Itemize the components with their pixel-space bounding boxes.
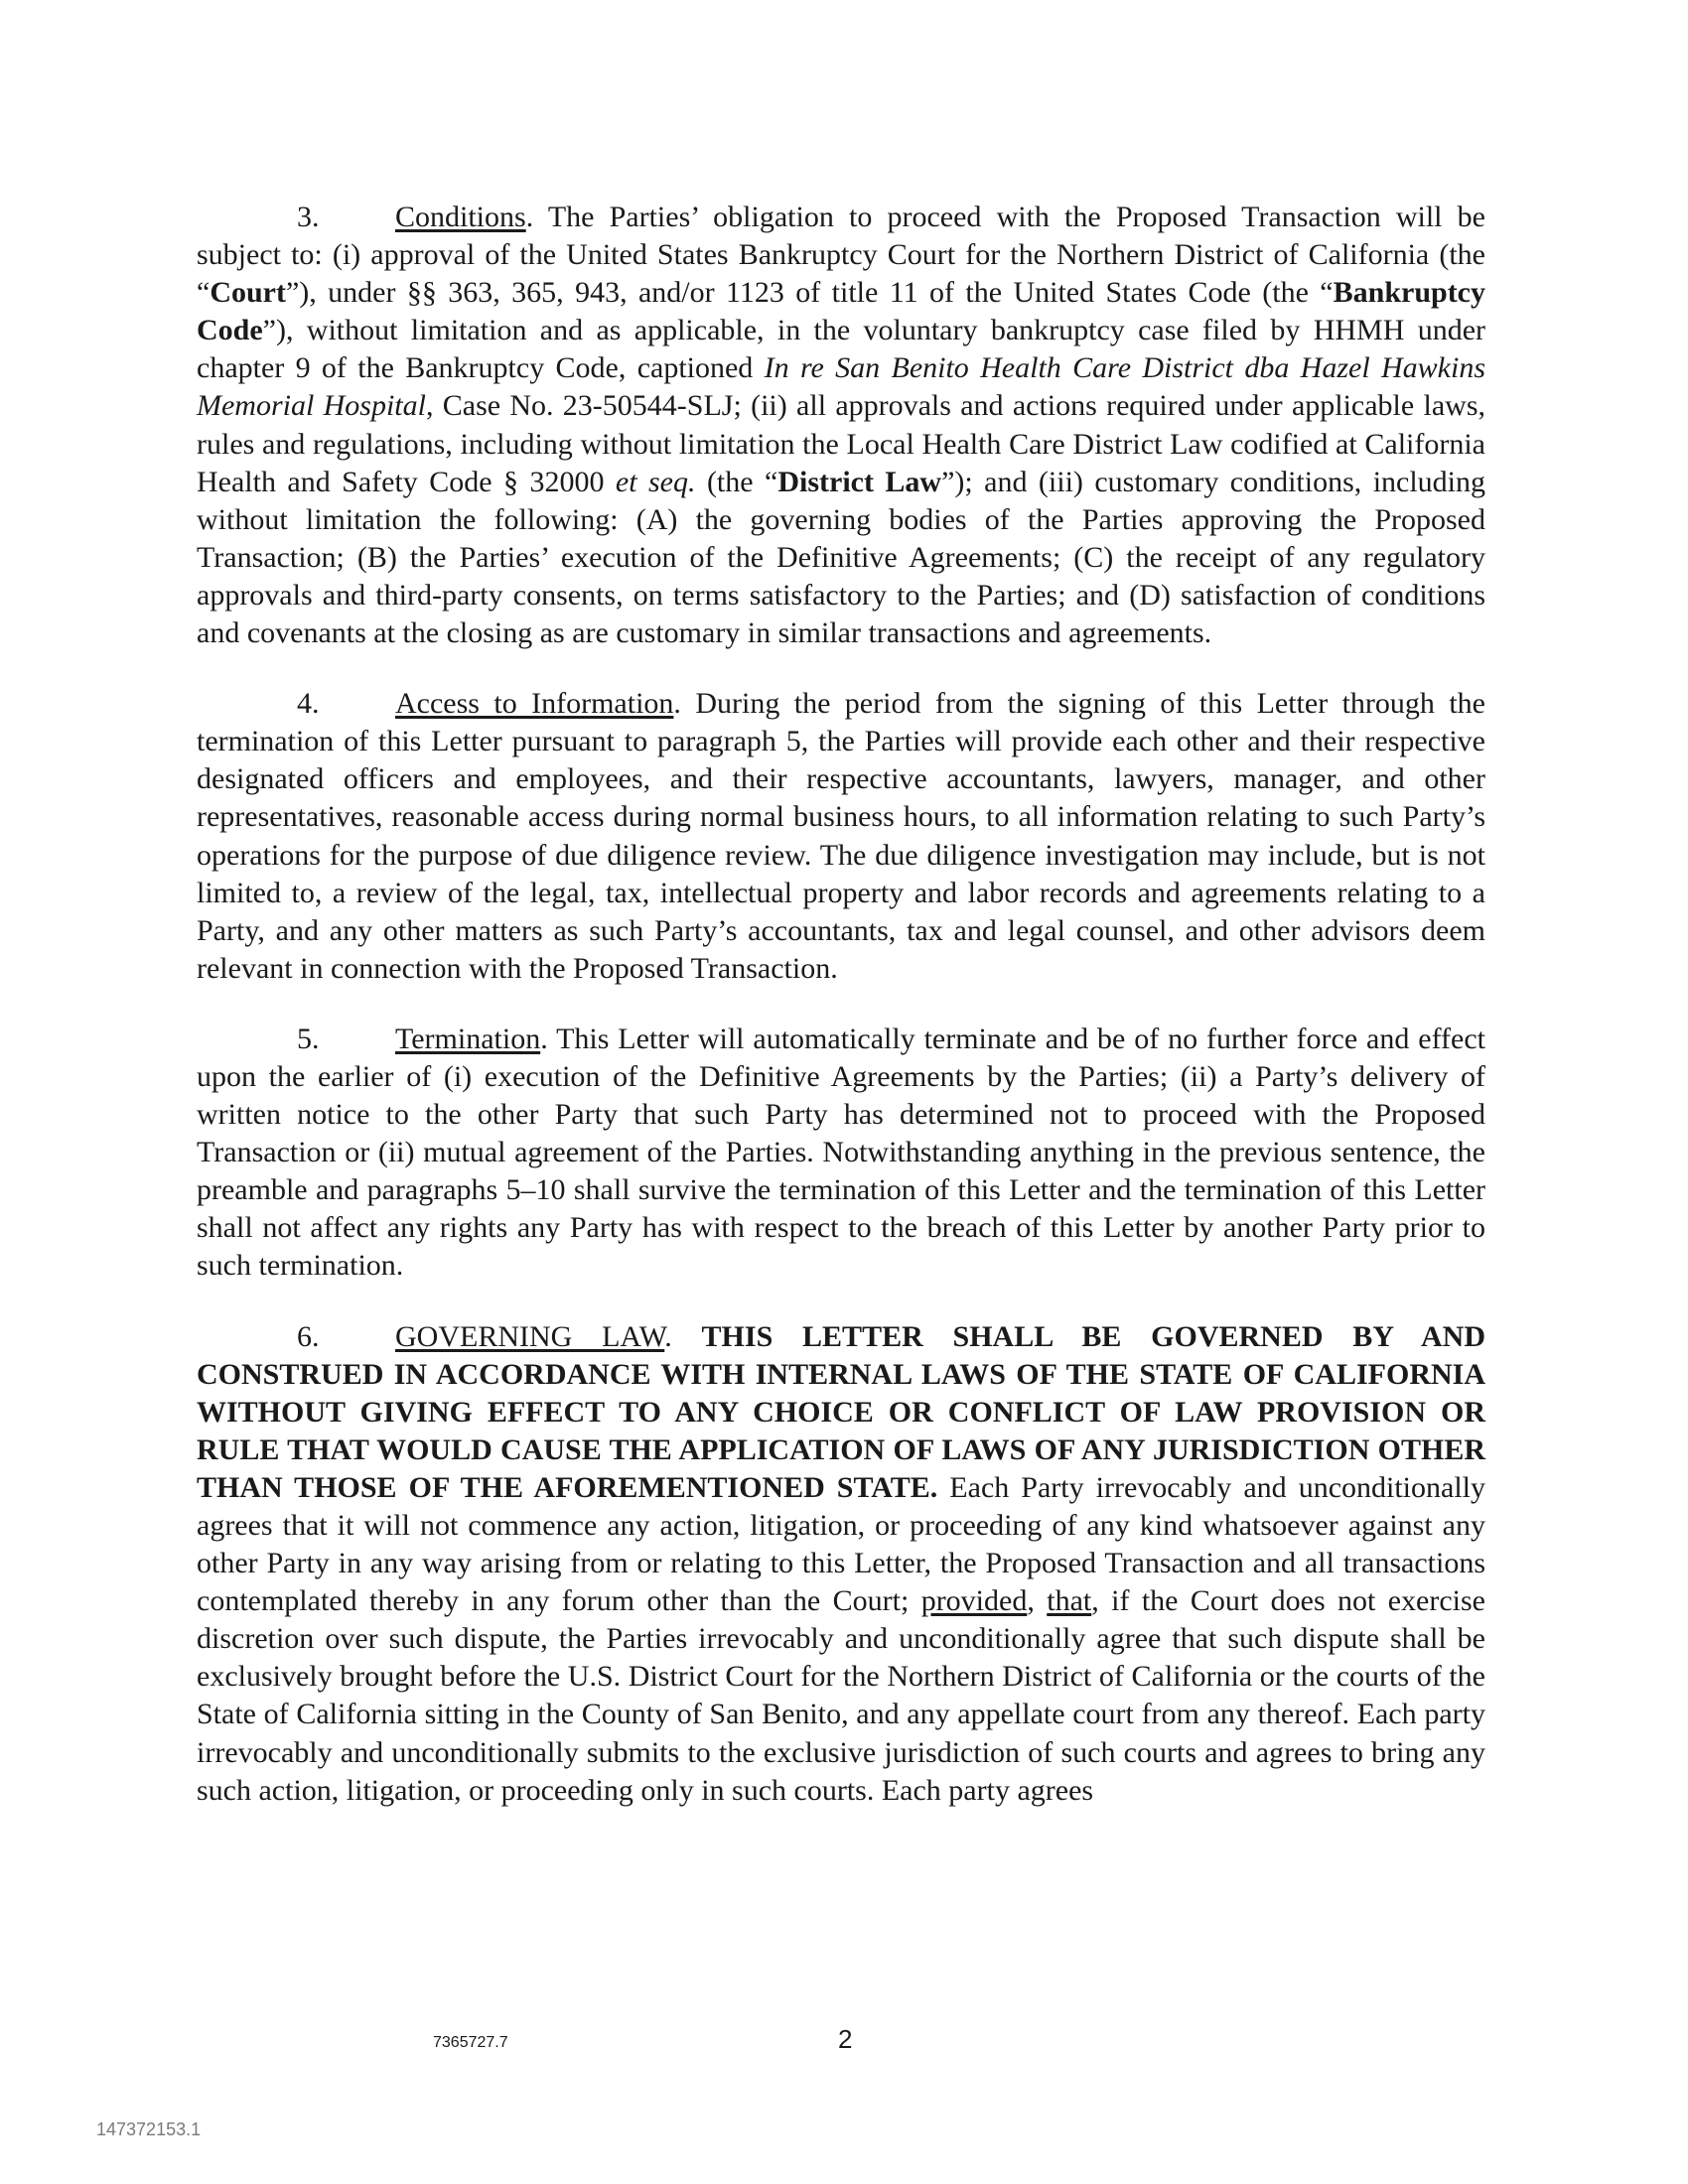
paragraph-number: 6. bbox=[297, 1319, 320, 1353]
document-body bbox=[197, 199, 1485, 1843]
paragraph-number: 4. bbox=[297, 687, 320, 721]
text-run: ”), without limitation and as applicable, in the voluntary bankruptcy case filed by HHMH under chapter 9 of the Bankruptcy Code, captioned bbox=[197, 314, 1485, 385]
text-run: . The Parties’ obligation to proceed with the Proposed Transaction will be subject to: (i) approval of the United States Bankruptcy Court for the Northern District of California (the “ bbox=[197, 201, 1485, 310]
page-number: 2 bbox=[838, 2024, 853, 2054]
paragraph-governing-law bbox=[197, 1318, 1485, 1810]
case-caption: In re San Benito Health Care District dba Hazel Hawkins Memorial Hospital bbox=[197, 351, 1485, 423]
text-run: . bbox=[664, 1319, 702, 1353]
paragraph-heading: Conditions bbox=[395, 201, 526, 233]
text-run: ”); and (iii) customary conditions, including without limitation the following: (A) the governing bodies of the Parties approving the Proposed Transaction; (B) the Parties’ execution of the Definitive Agreements; (C) the receipt of any regulatory approvals and third-party consents, on terms satisfactory to the Parties; and (D) satisfaction of conditions and covenants at the closing as are customary in similar transactions and agreements. bbox=[197, 465, 1486, 650]
defined-term: Bankruptcy Code bbox=[197, 276, 1485, 347]
latin-term: et seq. bbox=[615, 465, 696, 498]
text-run: , if the Court does not exercise discretion over such dispute, the Parties irrevocably and unconditionally agree that such dispute shall be exclusively brought before the U.S. District Court for the Northern District of California or the courts of the State of California sitting in the County of San Benito, and any appellate court from any thereof. Each party irrevocably and unconditionally submits to the exclusive jurisdiction of such courts and agrees to bring any such action, litigation, or proceeding only in such courts. Each party agrees bbox=[197, 1584, 1485, 1807]
text-run: , Case No. 23-50544-SLJ; (ii) all approvals and actions required under applicable laws, rules and regulations, including without limitation the Local Health Care District Law codified at California Health and Safety Code § 32000 bbox=[197, 389, 1485, 498]
text-run: ”), under §§ 363, 365, 943, and/or 1123 of title 11 of the United States Code (the “ bbox=[285, 276, 1334, 310]
defined-term: Court bbox=[210, 276, 286, 310]
paragraph-heading: Access to Information bbox=[395, 687, 674, 721]
paragraph-conditions bbox=[197, 199, 1485, 652]
paragraph-number: 3. bbox=[297, 201, 320, 233]
defined-term: District Law bbox=[777, 465, 942, 498]
bold-clause: THIS LETTER SHALL BE GOVERNED BY AND CONSTRUED IN ACCORDANCE WITH INTERNAL LAWS OF THE STATE OF CALIFORNIA WITHOUT GIVING EFFECT TO ANY CHOICE OR CONFLICT OF LAW PROVISION OR RULE THAT WOULD CAUSE THE APPLICATION OF LAWS OF ANY JURISDICTION OTHER THAN THOSE OF THE AFOREMENTIONED STATE. bbox=[197, 1319, 1485, 1504]
paragraph-heading: GOVERNING LAW bbox=[395, 1319, 665, 1353]
text-run: . This Letter will automatically terminate and be of no further force and effect upon the earlier of (i) execution of the Definitive Agreements by the Parties; (ii) a Party’s delivery of written notice to the other Party that such Party has determined not to proceed with the Proposed Transaction or (ii) mutual agreement of the Parties. Notwithstanding anything in the previous sentence, the preamble and paragraphs 5–10 shall survive the termination of this Letter and the termination of this Letter shall not affect any rights any Party has with respect to the breach of this Letter by another Party prior to such termination. bbox=[197, 1022, 1485, 1283]
paragraph-termination bbox=[197, 1021, 1485, 1286]
footer-id: 147372153.1 bbox=[96, 2119, 202, 2139]
paragraph-heading: Termination bbox=[395, 1022, 541, 1055]
underlined-term: provided bbox=[920, 1584, 1028, 1618]
paragraph-access-to-information bbox=[197, 685, 1485, 988]
text-run: . During the period from the signing of this Letter through the termination of this Letter pursuant to paragraph 5, the Parties will provide each other and their respective designated officers and employees, and their respective accountants, lawyers, manager, and other representatives, reasonable access during normal business hours, to all information relating to such Party’s operations for the purpose of due diligence review. The due diligence investigation may include, but is not limited to, a review of the legal, tax, intellectual property and labor records and agreements relating to a Party, and any other matters as such Party’s accountants, tax and legal counsel, and other advisors deem relevant in connection with the Proposed Transaction. bbox=[197, 687, 1485, 985]
paragraph-number: 5. bbox=[297, 1022, 320, 1055]
underlined-term: that bbox=[1047, 1584, 1092, 1618]
document-id: 7365727.7 bbox=[433, 2034, 508, 2051]
text-run: Each Party irrevocably and unconditionally agrees that it will not commence any action, litigation, or proceeding of any kind whatsoever against any other Party in any way arising from or relating to this Letter, the Proposed Transaction and all transactions contemplated thereby in any forum other than the Court; bbox=[197, 1470, 1485, 1618]
text-run: , bbox=[1027, 1584, 1048, 1618]
text-run: (the “ bbox=[695, 465, 778, 498]
